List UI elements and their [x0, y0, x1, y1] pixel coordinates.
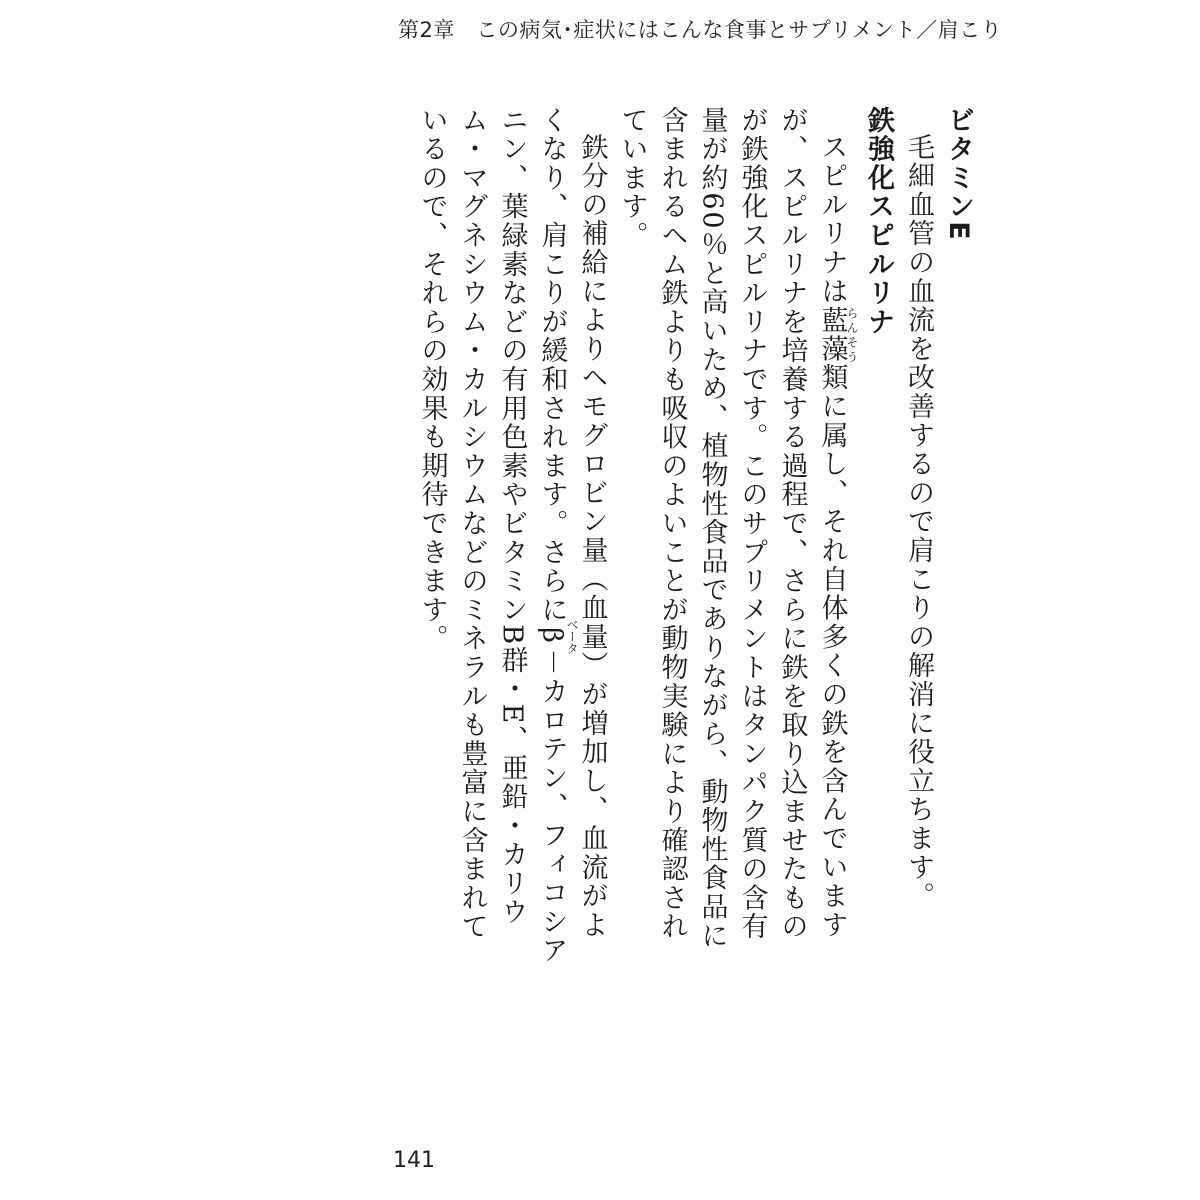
- paragraph-spirulina-1: [612, 106, 859, 966]
- text-fragment: スピルリナは: [816, 133, 848, 306]
- paragraph-vitamin-e: 毛細血管の血流を改善するので肩こりの解消に役立ちます。: [903, 133, 934, 911]
- text-fragment: －カロテン、フィコシアニン、葉緑素などの有用色素やビタミンB群・E、亜鉛・カリウム・マグネシウム・カルシウムなどのミネラルも豊富に含まれているので、それらの効果も期待できます。: [416, 106, 568, 966]
- page-number: 141: [393, 1148, 435, 1173]
- running-header: 第2章 この病気･症状にはこんな食事とサプリメント／肩こり: [398, 18, 1003, 42]
- body-text: [412, 106, 979, 966]
- heading-iron-spirulina: 鉄強化スピルリナ: [863, 106, 894, 337]
- text-fragment: 類に属し、それ自体多くの鉄を含んでいますが、スピルリナを培養する過程で、さらに鉄を取り込ませたものが鉄強化スピルリナです。このサプリメントはタンパク質の含有量が約60％と高いため、植物性食品でありながら、動物性食品に含まれるヘム鉄よりも吸収のよいことが動物実験により確認されています。: [616, 106, 848, 951]
- ruby-base: β: [536, 618, 568, 655]
- paragraph-spirulina-2: [412, 106, 612, 966]
- ruby-reading: らんそう: [845, 305, 859, 364]
- heading-vitamin-e: ビタミンE: [943, 106, 974, 242]
- ruby-base: 藍藻: [816, 305, 848, 364]
- ruby-beta: [536, 618, 579, 655]
- ruby-ransou: [816, 305, 859, 364]
- ruby-reading: ベータ: [565, 618, 579, 655]
- text-fragment: さらに: [536, 538, 568, 625]
- text-fragment: 鉄分の補給によりヘモグロビン量（血量）が増加し、血流がよくなり、肩こりが緩和されます。: [536, 106, 608, 940]
